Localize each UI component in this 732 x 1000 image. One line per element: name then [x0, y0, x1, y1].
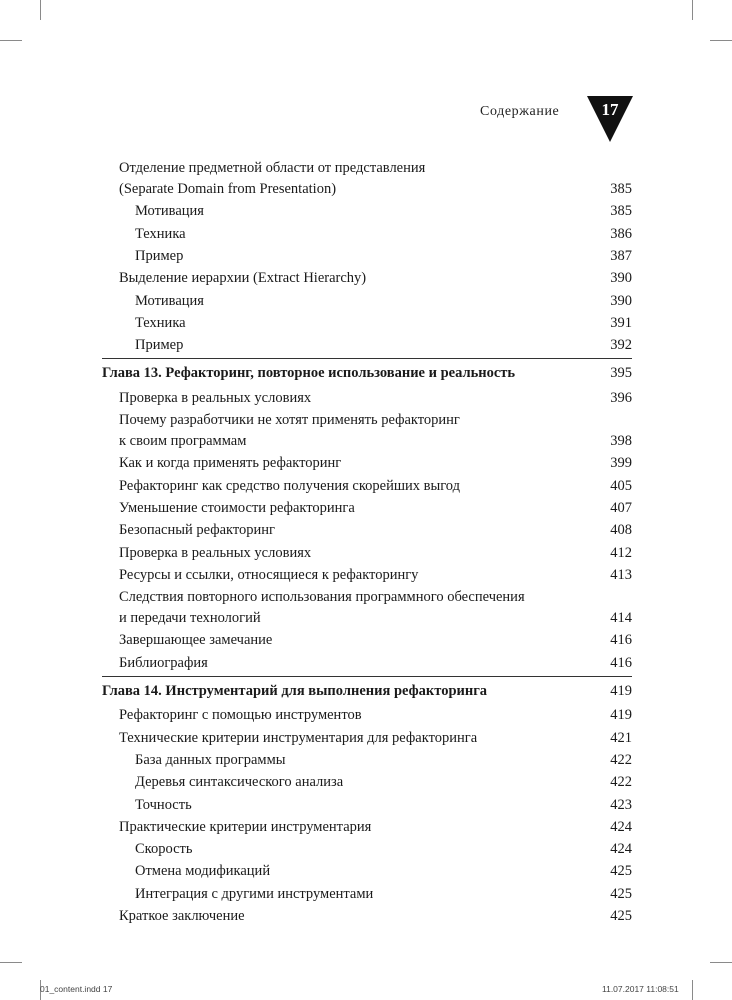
chapter-divider — [102, 358, 632, 359]
toc-entry-page: 416 — [610, 654, 632, 671]
toc-entry[interactable] — [0, 388, 732, 409]
toc-entry-title: Проверка в реальных условиях — [119, 389, 312, 406]
toc-entry[interactable] — [0, 498, 732, 519]
toc-entry[interactable] — [0, 158, 732, 200]
toc-entry-title: Мотивация — [135, 292, 204, 309]
toc-entry-title: Проверка в реальных условиях — [119, 544, 312, 561]
crop-mark — [710, 40, 732, 41]
toc-entry-page: 422 — [610, 751, 632, 768]
toc-entry-title: Рефакторинг как средство получения скорейших выгод — [119, 477, 461, 494]
toc-entry-page: 396 — [610, 389, 632, 406]
toc-entry-title: Как и когда применять рефакторинг — [119, 455, 342, 472]
crop-mark — [40, 0, 41, 20]
toc-entry-title: и передачи технологий — [119, 610, 261, 627]
toc-entry-title: Почему разработчики не хотят применять рефакторинг — [119, 412, 460, 428]
toc-entry-page: 414 — [610, 610, 632, 627]
toc-entry[interactable] — [0, 861, 732, 882]
toc-entry-title: Уменьшение стоимости рефакторинга — [119, 499, 355, 516]
footer-file: 01_content.indd 17 — [40, 984, 113, 994]
toc-entry-title: Скорость — [135, 841, 193, 858]
toc-entry-page: 425 — [610, 863, 632, 880]
toc-entry-title: (Separate Domain from Presentation) — [119, 181, 337, 197]
chapter-divider — [102, 676, 632, 677]
toc-entry[interactable] — [0, 410, 732, 452]
crop-mark — [0, 962, 22, 963]
toc-entry-title: Пример — [135, 247, 184, 264]
toc-entry-title: к своим программам — [119, 433, 247, 449]
toc-entry[interactable] — [0, 795, 732, 816]
toc-entry-page: 386 — [610, 225, 632, 242]
toc-entry[interactable] — [0, 453, 732, 474]
toc-entry[interactable] — [0, 750, 732, 771]
toc-entry[interactable] — [0, 291, 732, 312]
toc-entry-page: 408 — [610, 522, 632, 539]
toc-entry[interactable] — [0, 520, 732, 541]
toc-entry-title: Библиография — [119, 654, 208, 671]
toc-entry[interactable] — [0, 884, 732, 905]
toc-entry-title: Рефакторинг с помощью инструментов — [119, 707, 362, 724]
toc-entry[interactable] — [0, 772, 732, 793]
toc-entry-title: Ресурсы и ссылки, относящиеся к рефакторингу — [119, 566, 419, 583]
toc-entry-page: 413 — [610, 566, 632, 583]
toc-entry-title: База данных программы — [135, 751, 286, 768]
running-title: Содержание — [480, 104, 560, 119]
toc-entry-title: Отделение предметной области от представления — [119, 160, 426, 176]
toc-entry[interactable] — [0, 705, 732, 726]
toc-entry[interactable] — [0, 268, 732, 289]
toc-entry-page: 412 — [610, 544, 632, 561]
toc-entry-page: 425 — [610, 908, 632, 924]
toc-entry-page: 385 — [610, 181, 632, 197]
toc-entry-title: Деревья синтаксического анализа — [135, 774, 344, 791]
toc-entry[interactable] — [0, 201, 732, 222]
toc-chapter[interactable] — [0, 363, 732, 384]
toc-entry-page: 385 — [610, 203, 632, 220]
toc-entry-page: 398 — [610, 433, 632, 449]
toc-entry-page: 424 — [610, 841, 632, 858]
toc-entry-page: 399 — [610, 455, 632, 472]
toc-entry-page: 392 — [610, 337, 632, 354]
toc-entry[interactable] — [0, 630, 732, 651]
toc-entry-page: 421 — [610, 729, 632, 746]
toc-entry-page: 390 — [610, 270, 632, 287]
toc-entry[interactable] — [0, 839, 732, 860]
toc-chapter[interactable] — [0, 681, 732, 702]
toc-entry-title: Точность — [135, 796, 192, 813]
crop-mark — [710, 962, 732, 963]
toc-entry[interactable] — [0, 565, 732, 586]
toc-entry-title: Отмена модификаций — [135, 863, 271, 880]
toc-entry[interactable] — [0, 817, 732, 838]
toc-entry-page: 407 — [610, 499, 632, 516]
toc-entry-title: Краткое заключение — [119, 908, 245, 924]
toc-entry-page: 395 — [610, 365, 632, 382]
toc-entry[interactable] — [0, 587, 732, 629]
toc-entry-title: Мотивация — [135, 203, 204, 220]
toc-entry[interactable] — [0, 543, 732, 564]
toc-entry-title: Техника — [135, 314, 186, 331]
footer-timestamp: 11.07.2017 11:08:51 — [602, 984, 679, 994]
toc-entry[interactable] — [0, 728, 732, 749]
crop-mark — [692, 0, 693, 20]
toc-entry-page: 419 — [610, 707, 632, 724]
crop-mark — [0, 40, 22, 41]
toc-entry[interactable] — [0, 313, 732, 334]
toc-entry[interactable] — [0, 653, 732, 674]
toc-entry-page: 405 — [610, 477, 632, 494]
toc-entry-title: Практические критерии инструментария — [119, 818, 372, 835]
toc-entry-page: 416 — [610, 632, 632, 649]
toc-entry[interactable] — [0, 335, 732, 356]
toc-entry-title: Техника — [135, 225, 186, 242]
toc-entry-title: Глава 14. Инструментарий для выполнения рефакторинга — [102, 683, 488, 699]
toc-entry-title: Следствия повторного использования программного обеспечения — [119, 589, 525, 606]
toc-entry[interactable] — [0, 246, 732, 267]
toc-entry[interactable] — [0, 906, 732, 927]
toc-entry-title: Выделение иерархии (Extract Hierarchy) — [119, 270, 367, 287]
toc-entry-page: 390 — [610, 292, 632, 309]
toc-entry-title: Интеграция с другими инструментами — [135, 885, 374, 902]
toc-entry-page: 424 — [610, 818, 632, 835]
page-number: 17 — [601, 100, 619, 119]
toc-entry-page: 387 — [610, 247, 632, 264]
toc-entry-page: 419 — [610, 683, 632, 699]
toc-entry-page: 425 — [610, 885, 632, 902]
toc-entry[interactable] — [0, 476, 732, 497]
toc-entry-title: Глава 13. Рефакторинг, повторное использование и реальность — [102, 365, 516, 382]
toc-entry-page: 391 — [610, 314, 632, 331]
crop-mark — [692, 980, 693, 1000]
toc-entry-page: 422 — [610, 774, 632, 791]
toc-entry[interactable] — [0, 224, 732, 245]
toc-entry-title: Пример — [135, 337, 184, 354]
toc-entry-title: Завершающее замечание — [119, 632, 273, 649]
toc-entry-title: Безопасный рефакторинг — [119, 522, 276, 539]
toc-entry-title: Технические критерии инструментария для рефакторинга — [119, 729, 478, 746]
toc-entry-page: 423 — [610, 796, 632, 813]
